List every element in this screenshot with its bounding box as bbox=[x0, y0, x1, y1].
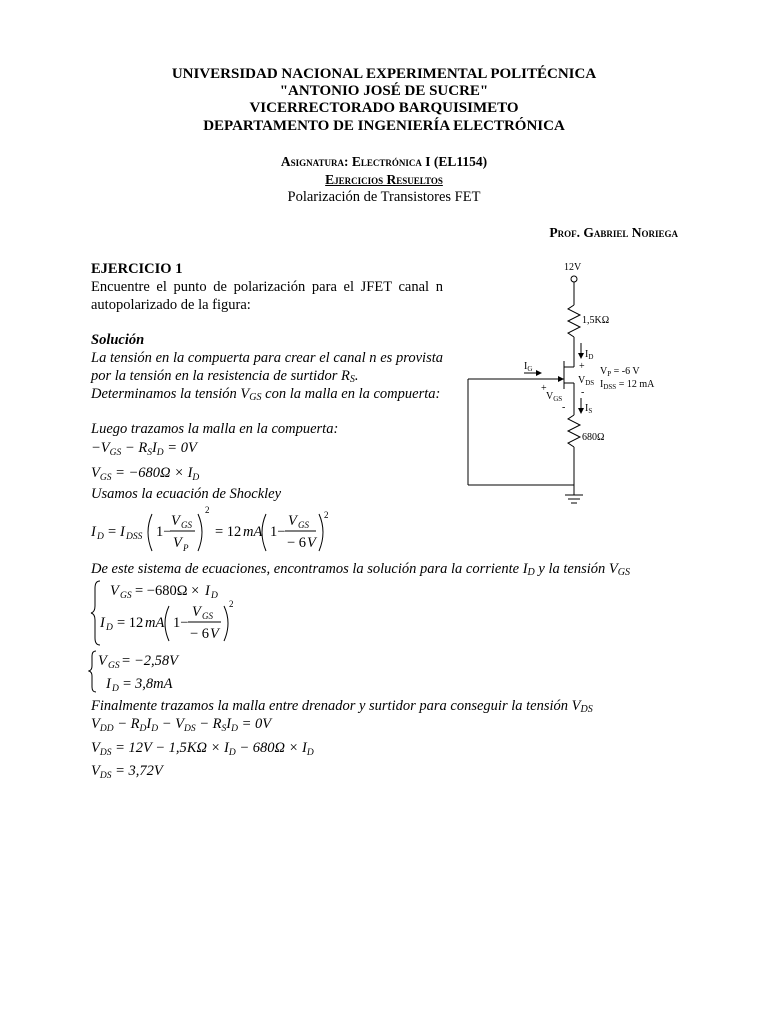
equation-vds: $V_{DS} = 12V - 1,5K\Omega \times I_D - 680\Omega \times I_D$ bbox=[91, 740, 314, 758]
svg-text:I: I bbox=[106, 676, 111, 692]
svg-text:I: I bbox=[120, 524, 125, 540]
solution-paragraph-1: La tensión en la compuerta para crear el canal n es provista por la tensión en la resistencia de surtidor RS. bbox=[91, 350, 443, 385]
course-topic: Polarización de Transistores FET bbox=[287, 189, 481, 205]
svg-text:V: V bbox=[307, 535, 316, 551]
svg-text:V: V bbox=[192, 604, 201, 620]
equation-gate-loop: $-V_{GS} - R_SI_D = 0V$ bbox=[91, 440, 197, 458]
svg-text:VP = -6 V: $V_P = -6$ V bbox=[600, 366, 640, 378]
svg-text:GS: GS bbox=[120, 591, 132, 601]
svg-text:2: 2 bbox=[324, 510, 329, 520]
svg-text:V: V bbox=[210, 626, 219, 642]
course-label: Asignatura: bbox=[280, 154, 349, 169]
course-subtitle: Ejercicios Resueltos bbox=[325, 172, 443, 187]
svg-text:D: D bbox=[106, 623, 113, 633]
solution-paragraph-3: Luego trazamos la malla en la compuerta: bbox=[91, 421, 339, 437]
course-line bbox=[0, 154, 768, 170]
result-vgs: −2,58V bbox=[134, 653, 179, 669]
svg-text:− 6: − 6 bbox=[190, 626, 210, 642]
svg-text:GS: GS bbox=[181, 520, 192, 530]
equation-vds-result: $V_{DS} = 3,72V$ bbox=[91, 763, 163, 781]
rd-label: 1,5KΩ bbox=[582, 315, 610, 326]
equation-system bbox=[88, 578, 258, 648]
jfet-circuit-diagram bbox=[460, 255, 680, 515]
vdd-label: 12V bbox=[564, 262, 582, 273]
svg-text:V: V bbox=[98, 653, 107, 669]
university-name: UNIVERSIDAD NACIONAL EXPERIMENTAL POLITÉCNICA bbox=[171, 66, 597, 82]
svg-text:IS: $I_S$ bbox=[585, 403, 593, 415]
shockley-equation bbox=[88, 505, 348, 560]
svg-text:VDS: $V_{DS}$ bbox=[578, 375, 595, 387]
svg-text:I: I bbox=[91, 524, 96, 540]
svg-text:IDSS = 12 mA: $I_{DSS} = 12$ mA bbox=[600, 379, 655, 391]
svg-text:GS: GS bbox=[298, 520, 309, 530]
svg-text:2: 2 bbox=[229, 599, 234, 609]
svg-text:1−: 1− bbox=[173, 615, 189, 631]
rs-label: 680Ω bbox=[582, 432, 605, 443]
shockley-text: Usamos la ecuación de Shockley bbox=[91, 486, 282, 502]
svg-text:+: + bbox=[541, 383, 547, 394]
solution-title: Solución bbox=[91, 332, 145, 348]
svg-text:=: = bbox=[108, 524, 117, 540]
exercise-statement: Encuentre el punto de polarización para el JFET canal n autopolarizado de la figura: bbox=[91, 279, 443, 313]
system-text: De este sistema de ecuaciones, encontramos la solución para la corriente ID y la tensión VGS bbox=[91, 561, 630, 578]
equation-drain-loop: $V_{DD} - R_DI_D - V_{DS} - R_SI_D = 0V$ bbox=[91, 716, 272, 734]
svg-text:I: I bbox=[205, 583, 210, 599]
svg-text:= 12: = 12 bbox=[215, 524, 242, 540]
svg-text:P: P bbox=[183, 543, 189, 553]
course-name: Electrónica I (EL1154) bbox=[351, 154, 488, 169]
svg-text:= −680Ω ×: = −680Ω × bbox=[135, 583, 200, 599]
svg-text:=: = bbox=[122, 653, 131, 669]
department: DEPARTAMENTO DE INGENIERÍA ELECTRÓNICA bbox=[203, 118, 565, 134]
result-id: 3,8mA bbox=[135, 676, 173, 692]
svg-text:IG: $I_G$ bbox=[524, 361, 533, 373]
svg-text:1−: 1− bbox=[156, 524, 172, 540]
svg-text:=: = bbox=[123, 676, 132, 692]
svg-text:VGS: $V_{GS}$ bbox=[546, 391, 563, 403]
svg-text:ID: $I_D$ bbox=[585, 349, 594, 361]
svg-text:mA: mA bbox=[243, 524, 263, 540]
svg-text:mA: mA bbox=[145, 615, 165, 631]
svg-text:V: V bbox=[171, 513, 180, 529]
equation-vgs: $V_{GS} = -680\Omega \times I_D$ bbox=[91, 465, 200, 483]
svg-text:= 12: = 12 bbox=[117, 615, 144, 631]
vicerrectorado: VICERRECTORADO BARQUISIMETO bbox=[249, 100, 519, 116]
final-text: Finalmente trazamos la malla entre drenador y surtidor para conseguir la tensión VDS bbox=[91, 698, 593, 715]
svg-text:D: D bbox=[211, 591, 218, 601]
professor: Prof. Gabriel Noriega bbox=[549, 225, 678, 240]
svg-text:V: V bbox=[173, 535, 182, 551]
svg-text:1−: 1− bbox=[270, 524, 286, 540]
svg-text:+: + bbox=[579, 361, 585, 372]
svg-text:D: D bbox=[97, 532, 104, 542]
svg-text:V: V bbox=[110, 583, 119, 599]
university-subname: "ANTONIO JOSÉ DE SUCRE" bbox=[279, 83, 489, 99]
result-system bbox=[88, 648, 208, 696]
svg-text:V: V bbox=[288, 513, 297, 529]
exercise-title: EJERCICIO 1 bbox=[91, 261, 183, 277]
svg-text:-: - bbox=[562, 402, 566, 413]
svg-text:− 6: − 6 bbox=[287, 535, 307, 551]
svg-text:I: I bbox=[100, 615, 105, 631]
svg-text:GS: GS bbox=[202, 611, 213, 621]
svg-text:D: D bbox=[112, 684, 119, 694]
svg-text:-: - bbox=[581, 387, 585, 398]
svg-text:2: 2 bbox=[205, 505, 210, 515]
svg-text:DSS: DSS bbox=[126, 532, 143, 542]
solution-paragraph-2: Determinamos la tensión VGS con la malla en la compuerta: bbox=[91, 386, 441, 403]
svg-text:GS: GS bbox=[108, 661, 120, 671]
